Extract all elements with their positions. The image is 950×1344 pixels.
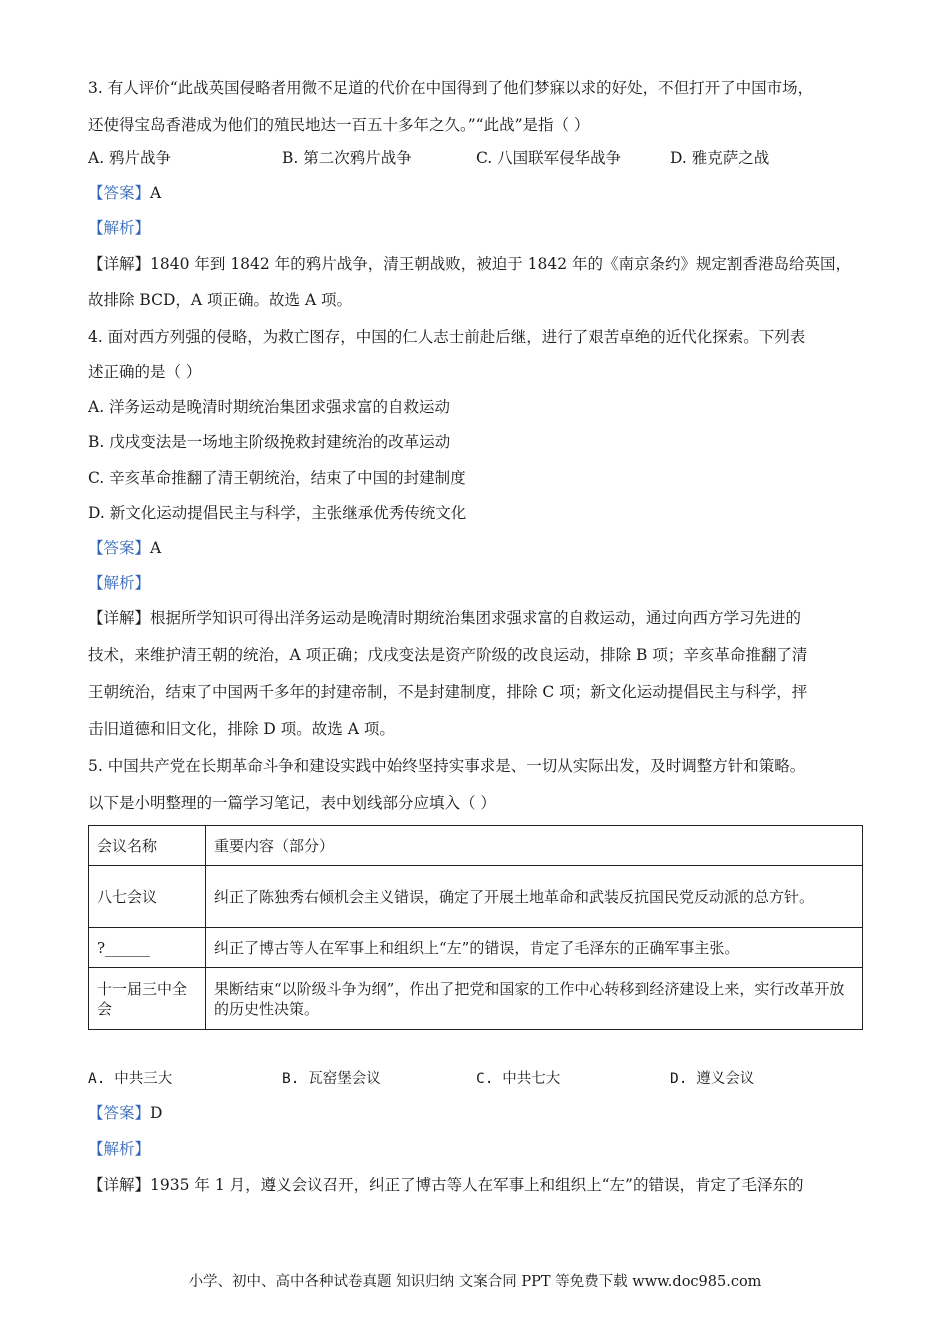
q5-option-a: A. 中共三大 (88, 1071, 173, 1087)
table-row (89, 968, 863, 1030)
detail-tag: 【详解】 (88, 255, 151, 273)
q3-analysis (88, 218, 150, 238)
q5-option-b: B. 瓦窑堡会议 (282, 1071, 381, 1087)
q3-answer (88, 183, 161, 203)
q4-detail-line1 (88, 608, 801, 628)
answer-tag: 【答案】 (88, 1104, 151, 1122)
q4-detail-line3: 王朝统治，结束了中国两千多年的封建帝制，不是封建制度，排除 C 项；新文化运动提倡民主与科学，抨 (88, 683, 808, 701)
q4-detail-line4: 击旧道德和旧文化，排除 D 项。故选 A 项。 (88, 720, 395, 738)
q5-stem-line1: 5. 中国共产党在长期革命斗争和建设实践中始终坚持实事求是、一切从实际出发，及时调整方针和策略。 (88, 757, 806, 775)
analysis-tag: 【解析】 (88, 1140, 151, 1158)
q4-option-d: D. 新文化运动提倡民主与科学，主张继承优秀传统文化 (88, 504, 467, 522)
q4-answer-value: A (150, 539, 162, 557)
q3-option-a: A. 鸦片战争 (88, 149, 172, 167)
answer-tag: 【答案】 (88, 539, 151, 557)
q4-option-c: C. 辛亥革命推翻了清王朝统治，结束了中国的封建制度 (88, 469, 466, 487)
table-cell-blank: ?______ (89, 928, 206, 968)
page-footer: 小学、初中、高中各种试卷真题 知识归纳 文案合同 PPT 等免费下载 www.doc985.com (188, 1274, 762, 1290)
detail-tag: 【详解】 (88, 609, 151, 627)
q4-answer (88, 538, 161, 558)
meeting-table (88, 825, 863, 1030)
table-cell: 纠正了陈独秀右倾机会主义错误，确定了开展土地革命和武装反抗国民党反动派的总方针。 (206, 866, 863, 928)
q5-option-d: D. 遵义会议 (670, 1071, 755, 1087)
q4-option-b: B. 戊戌变法是一场地主阶级挽救封建统治的改革运动 (88, 433, 451, 451)
q5-stem-line2: 以下是小明整理的一篇学习笔记，表中划线部分应填入（ ） (88, 794, 496, 812)
q5-detail-text1: 1935 年 1 月，遵义会议召开，纠正了博古等人在军事上和组织上“左”的错误，肯定了毛泽东的 (150, 1176, 804, 1194)
table-header-row (89, 826, 863, 866)
q5-option-c: C. 中共七大 (476, 1071, 561, 1087)
q3-option-c: C. 八国联军侵华战争 (476, 149, 622, 167)
q3-answer-value: A (150, 184, 162, 202)
table-cell: 纠正了博古等人在军事上和组织上“左”的错误，肯定了毛泽东的正确军事主张。 (206, 928, 863, 968)
q3-option-d: D. 雅克萨之战 (670, 149, 770, 167)
q4-analysis (88, 573, 150, 593)
q4-detail-text1: 根据所学知识可得出洋务运动是晚清时期统治集团求强求富的自救运动，通过向西方学习先进的 (150, 609, 802, 627)
table-header-cell: 重要内容（部分） (206, 826, 863, 866)
q5-analysis (88, 1139, 150, 1159)
detail-tag: 【详解】 (88, 1176, 151, 1194)
q3-stem-line1: 3. 有人评价“此战英国侵略者用微不足道的代价在中国得到了他们梦寐以求的好处，不但打开了中国市场， (88, 79, 814, 97)
answer-tag: 【答案】 (88, 184, 151, 202)
table-cell: 十一届三中全会 (89, 968, 206, 1030)
analysis-tag: 【解析】 (88, 219, 151, 237)
table-row (89, 928, 863, 968)
q3-stem-line2: 还使得宝岛香港成为他们的殖民地达一百五十多年之久。”“此战”是指（ ） (88, 116, 590, 134)
q4-stem-line2: 述正确的是（ ） (88, 363, 202, 381)
q4-stem-line1: 4. 面对西方列强的侵略，为救亡图存，中国的仁人志士前赴后继，进行了艰苦卓绝的近代化探索。下列表 (88, 328, 806, 346)
table-cell: 果断结束“以阶级斗争为纲”，作出了把党和国家的工作中心转移到经济建设上来，实行改革开放的历史性决策。 (206, 968, 863, 1030)
q3-detail-line2: 故排除 BCD，A 项正确。故选 A 项。 (88, 291, 353, 309)
q4-option-a: A. 洋务运动是晚清时期统治集团求强求富的自救运动 (88, 398, 451, 416)
q5-detail-line1 (88, 1175, 803, 1195)
q5-answer-value: D (150, 1104, 163, 1122)
analysis-tag: 【解析】 (88, 574, 151, 592)
q5-answer (88, 1103, 162, 1123)
q3-detail-text1: 1840 年到 1842 年的鸦片战争，清王朝战败，被迫于 1842 年的《南京条约》规定割香港岛给英国， (150, 255, 851, 273)
table-row (89, 866, 863, 928)
table-cell: 八七会议 (89, 866, 206, 928)
table-header-cell: 会议名称 (89, 826, 206, 866)
q4-detail-line2: 技术，来维护清王朝的统治，A 项正确；戊戌变法是资产阶级的改良运动，排除 B 项；辛亥革命推翻了清 (88, 646, 808, 664)
q3-detail-line1 (88, 254, 851, 274)
q3-option-b: B. 第二次鸦片战争 (282, 149, 412, 167)
